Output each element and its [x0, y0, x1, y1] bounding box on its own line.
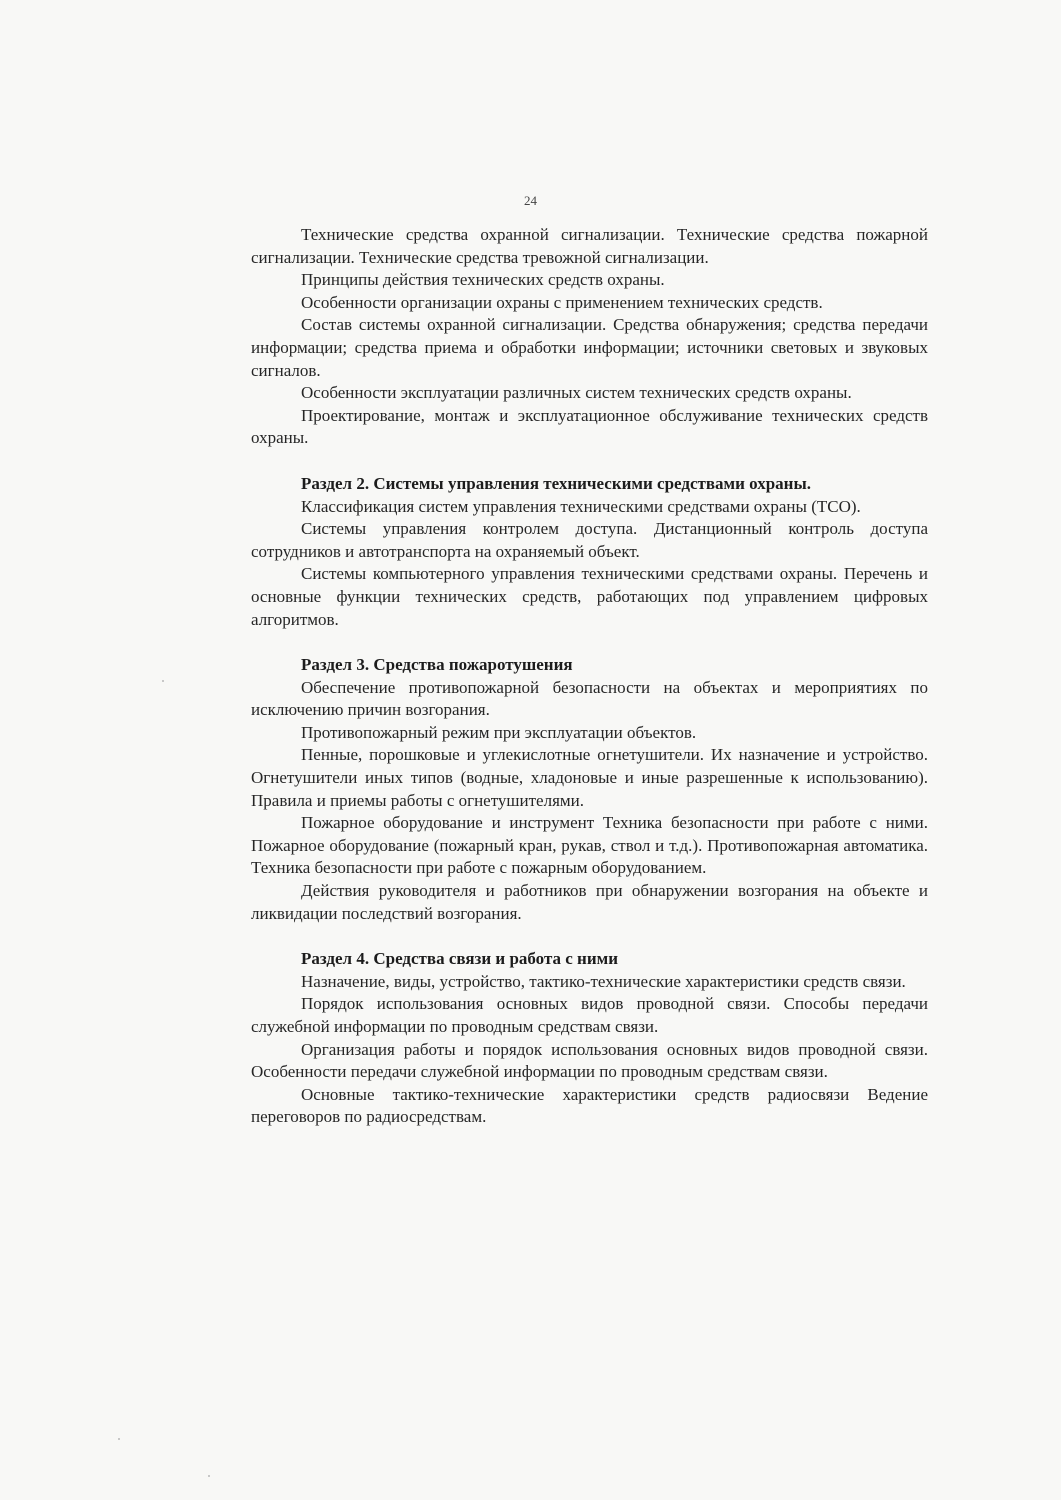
intro-paragraph: Технические средства охранной сигнализации. Технические средства пожарной сигнализации. Технические средства тревожной сигнализации.: [251, 225, 928, 267]
section-paragraph: Назначение, виды, устройство, тактико-технические характеристики средств связи.: [301, 971, 906, 991]
section-paragraph: Классификация систем управления техническими средствами охраны (ТСО).: [301, 496, 861, 516]
scan-speck: [208, 1475, 210, 1477]
section-spacer: [251, 450, 928, 473]
section-spacer: [251, 631, 928, 654]
intro-paragraph: Состав системы охранной сигнализации. Средства обнаружения; средства передачи информации; средства приема и обработки информации; источники световых и звуковых сигналов.: [251, 315, 928, 380]
section-heading: Раздел 3. Средства пожаротушения: [301, 655, 573, 675]
document-body: [251, 224, 928, 1129]
section-paragraph: Системы компьютерного управления техническими средствами охраны. Перечень и основные функции технических средств, работающих под управлением цифровых алгоритмов.: [251, 564, 928, 629]
section-paragraph: Пожарное оборудование и инструмент Техника безопасности при работе с ними. Пожарное оборудование (пожарный кран, рукав, ствол и т.д.). Противопожарная автоматика. Техника безопасности при работе с пожарным оборудованием.: [251, 813, 928, 878]
section-paragraph: Организация работы и порядок использования основных видов проводной связи. Особенности передачи служебной информации по проводным средствам связи.: [251, 1039, 928, 1082]
section-paragraph: Обеспечение противопожарной безопасности на объектах и мероприятиях по исключению причин возгорания.: [251, 677, 928, 720]
section-spacer: [251, 925, 928, 948]
intro-paragraph: Особенности эксплуатации различных систем технических средств охраны.: [301, 383, 852, 403]
scan-speck: [118, 1438, 120, 1440]
section-paragraph: Пенные, порошковые и углекислотные огнетушители. Их назначение и устройство. Огнетушители иных типов (водные, хладоновые и иные разрешенные к использованию). Правила и приемы работы с огнетушителями.: [251, 745, 928, 810]
scan-speck: [162, 680, 164, 682]
section-paragraph: Основные тактико-технические характеристики средств радиосвязи Ведение переговоров по радиосредствам.: [251, 1084, 928, 1127]
section-heading: Раздел 4. Средства связи и работа с ними: [301, 949, 619, 969]
intro-paragraph: Принципы действия технических средств охраны.: [301, 270, 665, 290]
section-paragraph: Действия руководителя и работников при обнаружении возгорания на объекте и ликвидации последствий возгорания.: [251, 881, 928, 923]
section-heading: Раздел 2. Системы управления техническими средствами охраны.: [301, 473, 811, 493]
section-paragraph: Порядок использования основных видов проводной связи. Способы передачи служебной информации по проводным средствам связи.: [251, 994, 928, 1036]
intro-paragraph: Проектирование, монтаж и эксплуатационное обслуживание технических средств охраны.: [251, 405, 928, 448]
page-number: 24: [524, 193, 537, 208]
intro-paragraph: Особенности организации охраны с применением технических средств.: [301, 292, 823, 312]
section-paragraph: Противопожарный режим при эксплуатации объектов.: [301, 722, 697, 742]
section-paragraph: Системы управления контролем доступа. Дистанционный контроль доступа сотрудников и автотранспорта на охраняемый объект.: [251, 519, 928, 561]
